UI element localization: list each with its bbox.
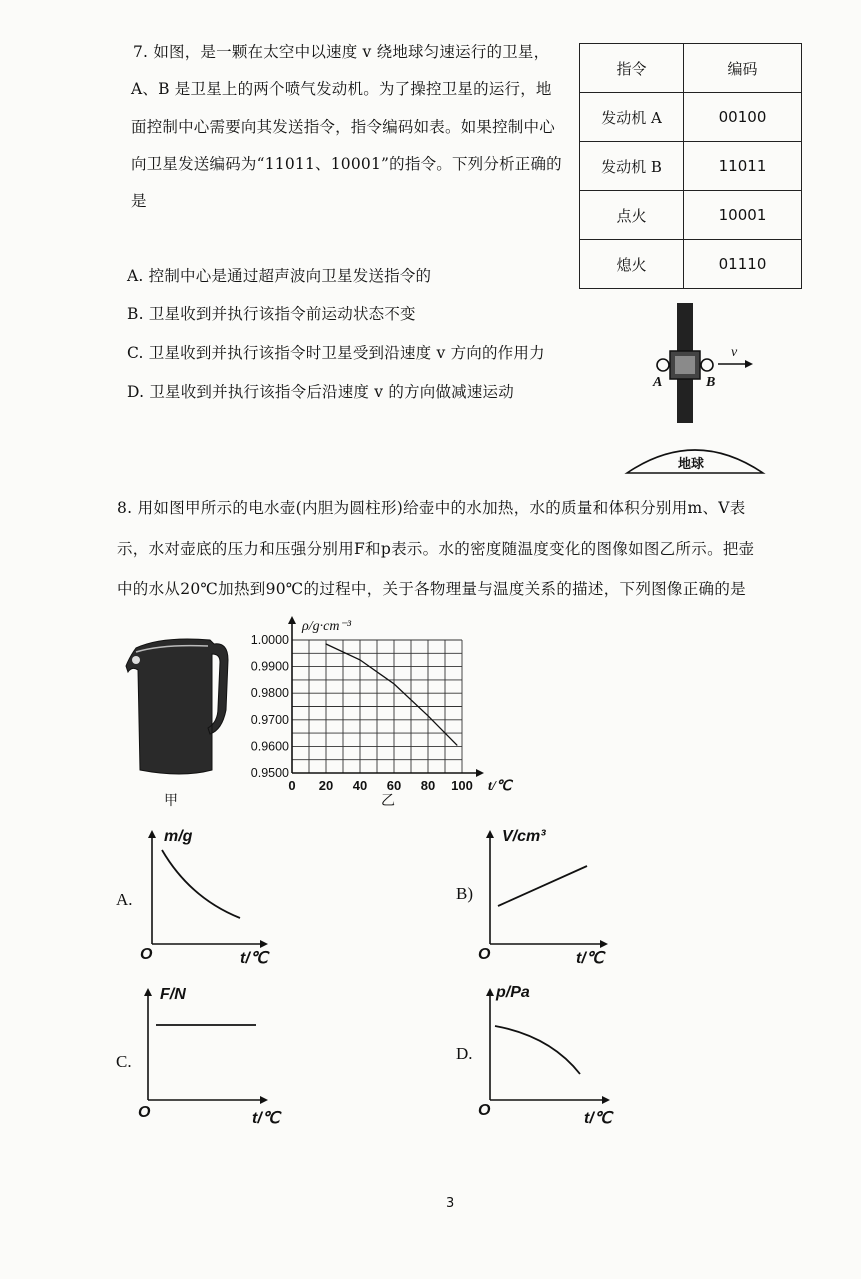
engine-b-icon: [701, 359, 713, 371]
table-header-code: 编码: [684, 44, 802, 93]
option-d-ylabel: p/Pa: [496, 984, 530, 1001]
density-point: [456, 744, 457, 745]
kettle-drawing: [122, 630, 232, 780]
option-d-letter: D.: [456, 1044, 473, 1063]
density-series-line: [326, 644, 457, 745]
option-a-letter: A.: [116, 890, 133, 909]
y-tick-label: 1.0000: [250, 633, 289, 647]
x-axis-label: t/℃: [488, 779, 512, 794]
q7-option-b[interactable]: B. 卫星收到并执行该指令前运动状态不变: [127, 305, 416, 323]
x-tick-label: 40: [352, 778, 368, 793]
kettle-body: [126, 639, 228, 774]
q8-stem-line-2: 示，水对壶底的压力和压强分别用F和p表示。水的密度随温度变化的图像如图乙所示。把壶: [117, 540, 755, 558]
option-d-origin: O: [478, 1102, 491, 1119]
table-cell-code: 00100: [684, 93, 802, 142]
q7-stem-line-1: 7. 如图，是一颗在太空中以速度 v 绕地球匀速运行的卫星，: [133, 43, 550, 61]
earth-label: 地球: [678, 457, 705, 472]
x-tick-label: 80: [420, 778, 436, 793]
option-b-ylabel: V/cm³: [502, 828, 546, 845]
table-cell-command: 发动机 B: [580, 142, 684, 191]
option-a-xlabel: t/℃: [240, 950, 268, 967]
trend-line: [498, 866, 587, 906]
option-c-ylabel: F/N: [160, 986, 186, 1003]
density-chart-svg: [240, 612, 520, 812]
table-header-row: [580, 44, 802, 93]
x-axis-arrow-icon: [476, 769, 484, 777]
q7-stem-line-4: 向卫星发送编码为“11011、10001”的指令。下列分析正确的: [131, 155, 562, 173]
option-graph-d[interactable]: [450, 978, 630, 1128]
trend-curve: [162, 850, 240, 918]
x-tick-label: 0: [288, 778, 296, 793]
figure-jia-label: 甲: [164, 793, 178, 809]
velocity-arrow-icon: [745, 360, 753, 368]
table-row: [580, 142, 802, 191]
q7-stem-line-3: 面控制中心需要向其发送指令，指令编码如表。如果控制中心: [131, 118, 555, 136]
y-axis-label: ρ/g·cm⁻³: [302, 619, 352, 634]
solar-panel-bottom: [677, 378, 693, 423]
y-tick-label: 0.9900: [250, 659, 289, 674]
option-graph-c[interactable]: [110, 978, 290, 1128]
kettle-figure: [122, 630, 232, 780]
density-chart: [240, 612, 520, 812]
trend-curve: [495, 1026, 580, 1074]
table-header-command: 指令: [580, 44, 684, 93]
engine-a-label: A: [653, 375, 663, 390]
option-a-origin: O: [140, 946, 153, 963]
option-b-origin: O: [478, 946, 491, 963]
option-c-letter: C.: [116, 1052, 132, 1071]
option-c-origin: O: [138, 1104, 151, 1121]
q8-stem-line-1: 8. 用如图甲所示的电水壶(内胆为圆柱形)给壶中的水加热，水的质量和体积分别用m、V表: [117, 499, 746, 517]
x-tick-label: 100: [451, 778, 473, 793]
option-graph-b[interactable]: [450, 820, 630, 970]
table-cell-command: 熄火: [580, 240, 684, 289]
density-point: [393, 683, 394, 684]
q7-option-c[interactable]: C. 卫星收到并执行该指令时卫星受到沿速度 v 方向的作用力: [127, 344, 545, 362]
table-row: [580, 191, 802, 240]
density-point: [359, 659, 360, 660]
y-tick-label: 0.9700: [250, 712, 289, 727]
y-axis-arrow-icon: [288, 616, 296, 624]
command-code-table: [579, 43, 802, 289]
option-d-xlabel: t/℃: [584, 1110, 612, 1127]
satellite-figure: [615, 295, 775, 480]
table-cell-command: 发动机 A: [580, 93, 684, 142]
density-point: [325, 643, 326, 644]
q7-stem-line-5: 是: [131, 192, 147, 210]
table-cell-code: 01110: [684, 240, 802, 289]
engine-a-icon: [657, 359, 669, 371]
table-cell-command: 点火: [580, 191, 684, 240]
figure-yi-label: 乙: [381, 793, 395, 809]
x-tick-label: 60: [386, 778, 402, 793]
y-tick-label: 0.9800: [250, 686, 289, 701]
y-tick-label: 0.9600: [250, 739, 289, 754]
table-cell-code: 11011: [684, 142, 802, 191]
page-number: 3: [446, 1196, 455, 1211]
option-a-ylabel: m/g: [164, 828, 193, 845]
option-graph-a[interactable]: [110, 820, 290, 970]
velocity-label: v: [731, 345, 738, 360]
table-row: [580, 240, 802, 289]
option-b-xlabel: t/℃: [576, 950, 604, 967]
solar-panel-top: [677, 303, 693, 353]
option-b-letter: B): [456, 884, 473, 903]
q7-option-d[interactable]: D. 卫星收到并执行该指令后沿速度 v 的方向做减速运动: [127, 383, 514, 401]
engine-b-label: B: [706, 375, 716, 390]
q7-option-a[interactable]: A. 控制中心是通过超声波向卫星发送指令的: [127, 267, 432, 285]
option-c-svg: [110, 978, 290, 1128]
table-cell-code: 10001: [684, 191, 802, 240]
q8-stem-line-3: 中的水从20℃加热到90℃的过程中，关于各物理量与温度关系的描述，下列图像正确的是: [117, 580, 746, 598]
option-d-svg: [450, 978, 630, 1128]
y-tick-label: 0.9500: [250, 766, 289, 780]
option-c-xlabel: t/℃: [252, 1110, 280, 1127]
density-point: [427, 715, 428, 716]
q7-stem-line-2: A、B 是卫星上的两个喷气发动机。为了操控卫星的运行，地: [131, 80, 552, 98]
x-tick-label: 20: [318, 778, 334, 793]
table-row: [580, 93, 802, 142]
